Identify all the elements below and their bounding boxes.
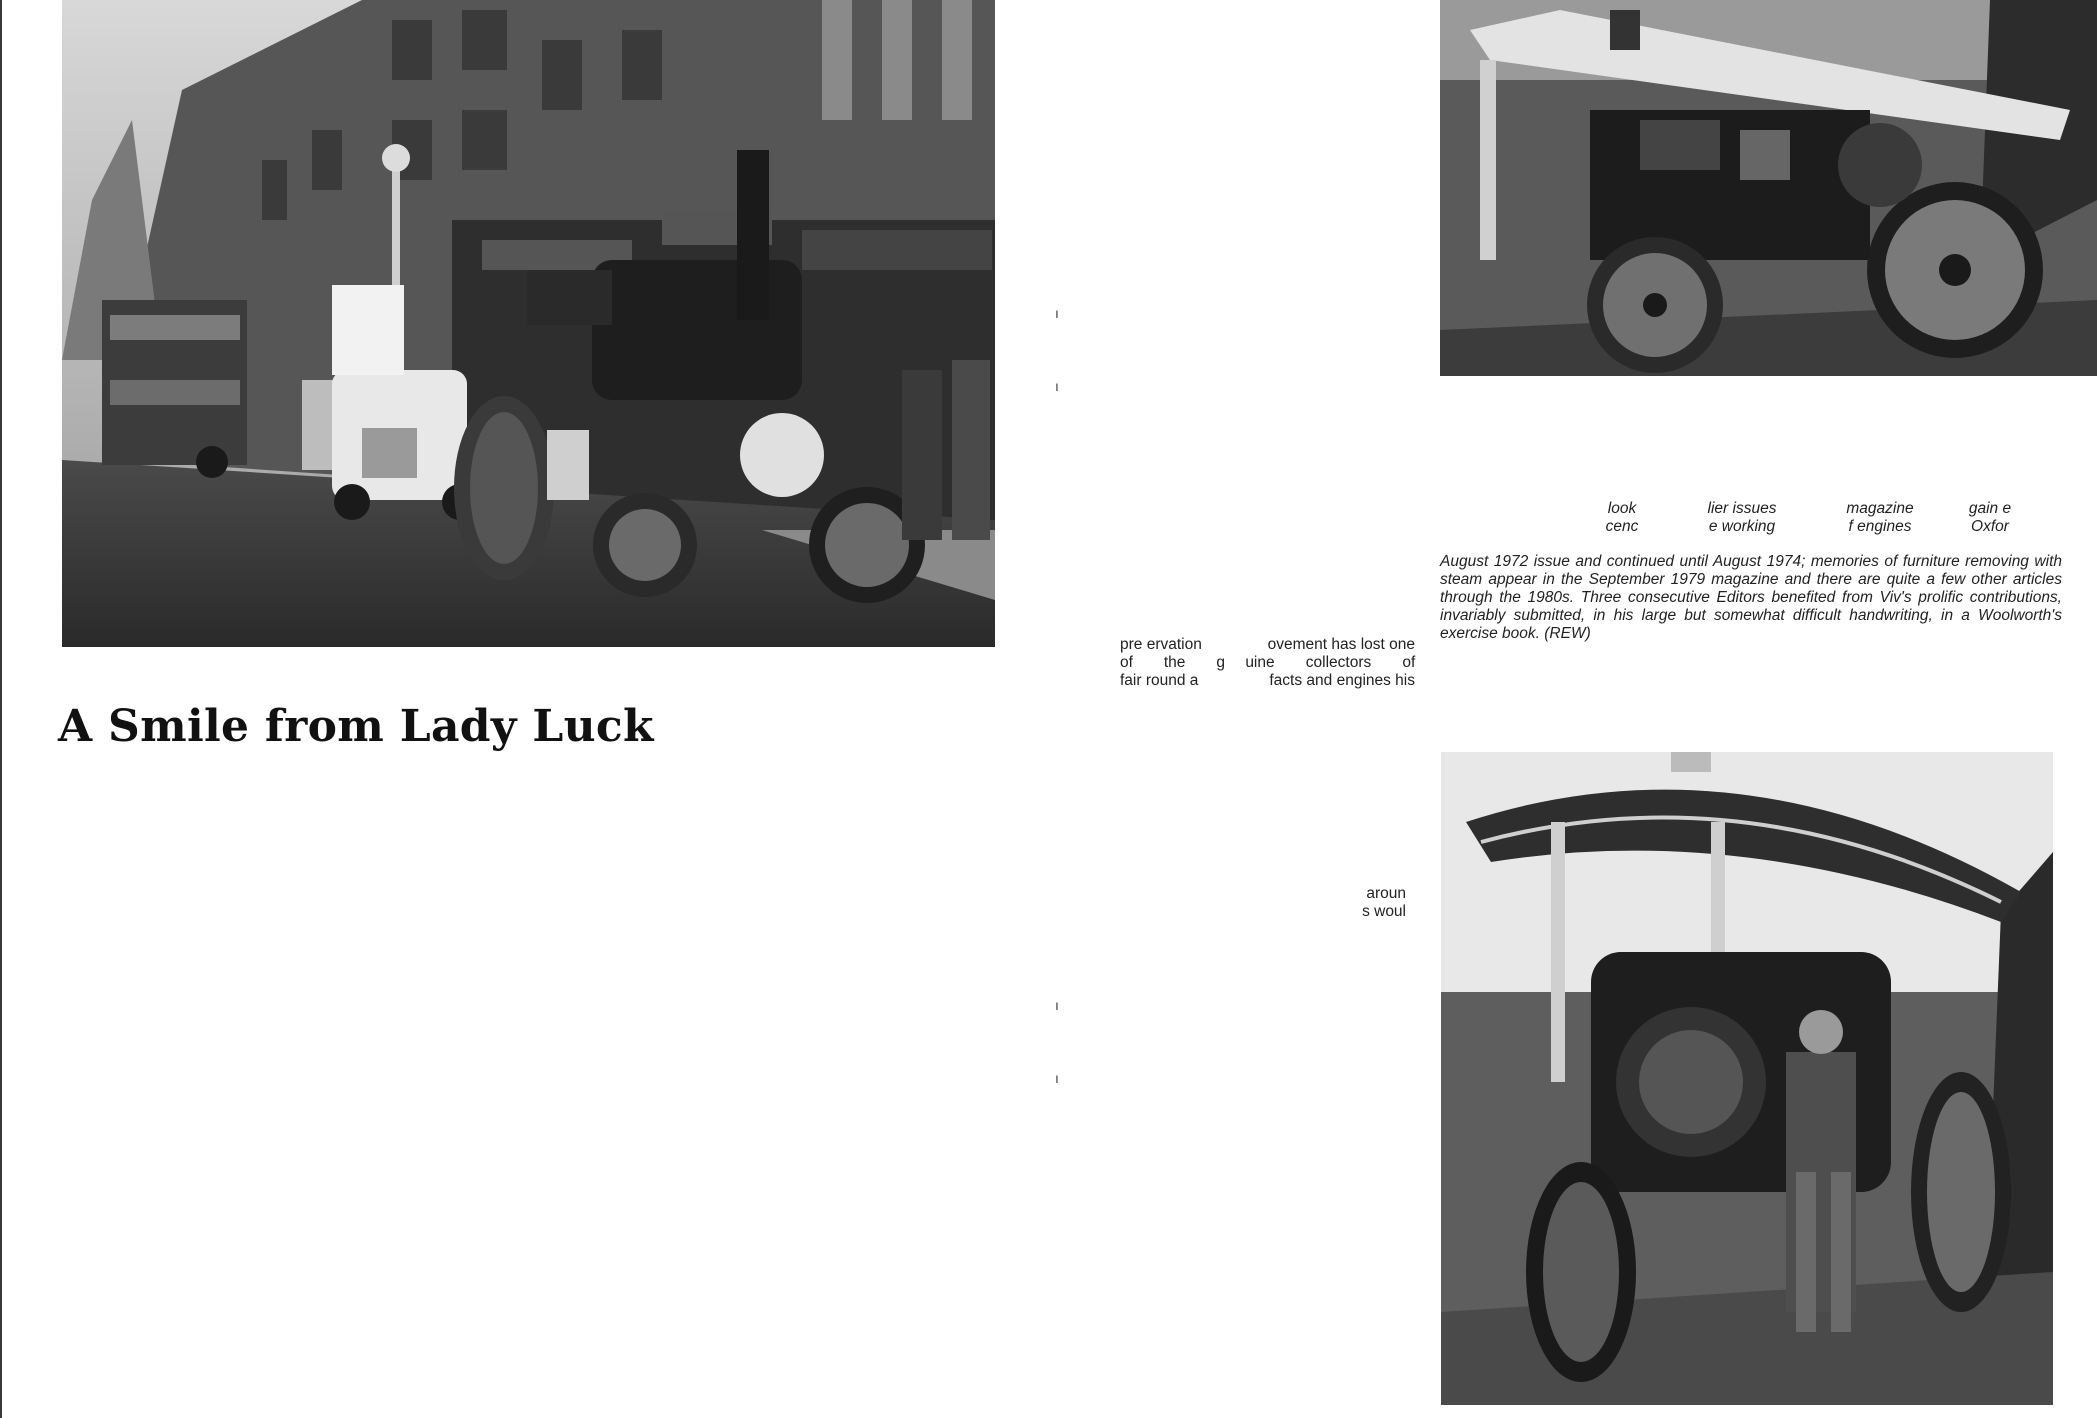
body-fragment: f engines xyxy=(1848,518,1912,535)
street-photo xyxy=(62,0,995,647)
body-fragment: gain e xyxy=(1968,500,2012,517)
body-line xyxy=(1120,654,1415,672)
body-fragment: of the g xyxy=(1120,654,1225,671)
body-fragment: uine collectors of xyxy=(1245,654,1416,671)
photo-caption: August 1972 issue and continued until August 1974; memories of furniture removing with steam appear in the September 1979 magazine and there are quite a few other articles through the 1980s. Three consecutive Editors benefited from Viv's prolific contributions, invariably submitted, in his large but somewhat difficult handwriting, in a Woolworth's exercise book. (REW) xyxy=(1440,553,2062,642)
body-fragment: pre ervation xyxy=(1120,636,1202,653)
body-fragment: fair round a xyxy=(1120,672,1199,689)
body-fragment: lier issues xyxy=(1707,500,1777,517)
body-fragment: magazine xyxy=(1846,500,1914,517)
body-line xyxy=(1120,636,1415,654)
scan-speck: ı xyxy=(1055,1070,1059,1086)
body-fragment: ovement has lost one xyxy=(1267,636,1415,653)
engine-photo-top xyxy=(1440,0,2097,376)
body-fragment: s woul xyxy=(1362,903,1406,920)
body-line xyxy=(1120,672,1415,690)
body-fragment: look xyxy=(1607,500,1637,517)
body-fragment: e working xyxy=(1708,518,1776,535)
body-fragment: Oxfor xyxy=(1971,518,2009,535)
body-fragment: aroun xyxy=(1366,885,1406,902)
engine-photo-bottom xyxy=(1441,752,2053,1405)
scan-speck: ı xyxy=(1055,997,1059,1013)
body-fragment: facts and engines his xyxy=(1269,672,1415,689)
scan-speck: ı xyxy=(1055,378,1059,394)
scan-speck: ı xyxy=(1055,305,1059,321)
article-title: A Smile from Lady Luck xyxy=(58,701,654,753)
body-fragment: cenc xyxy=(1605,518,1639,535)
page-edge xyxy=(0,0,2,1418)
